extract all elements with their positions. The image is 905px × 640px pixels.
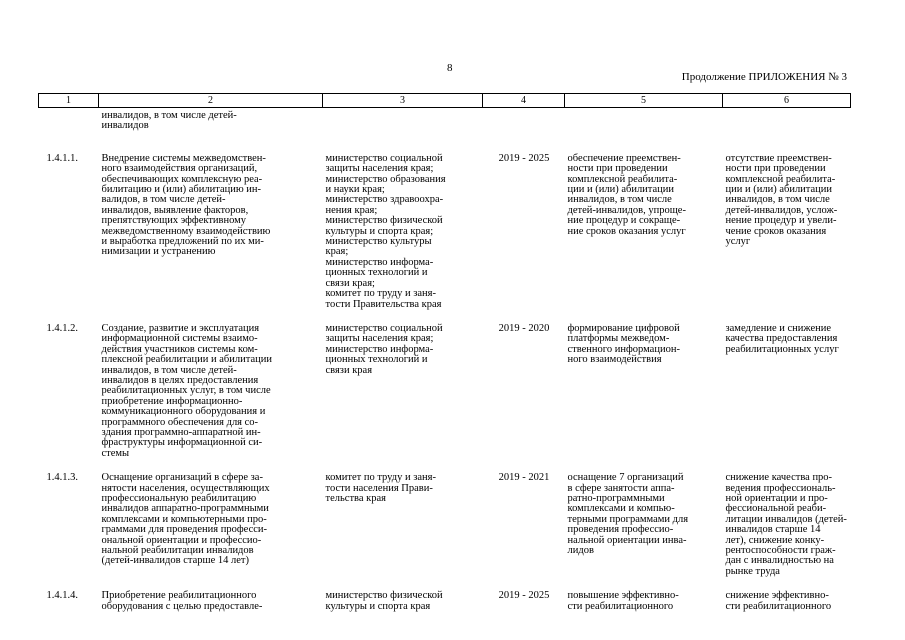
measure-name: Приобретение реабилитационного оборудования с целью предоставле-	[101, 590, 263, 612]
column-number: 1	[39, 94, 99, 108]
expected-result: обеспечение преемствен- ности при проведении комплексной реабилита- ции и (или) абилитации инвалидов, в том числе детей-инвалидов, упроще- ние процедур и сокраще- ние сроков оказания услуг	[567, 152, 686, 237]
expected-result: оснащение 7 организаций в сфере занятости аппа- ратно-программными комплексами и компью- терными программами для проведения профессио- нальной ориентации инва- лидов	[567, 472, 689, 557]
consequence: замедление и снижение качества предоставления реабилитационных услуг	[725, 322, 839, 355]
program-table	[38, 93, 851, 612]
row-number: 1.4.1.1.	[46, 152, 78, 164]
period: 2019 - 2021	[498, 472, 550, 484]
column-number: 3	[323, 94, 483, 108]
measure-name: Оснащение организаций в сфере за- нятости населения, осуществляющих профессиональную реабилитацию инвалидов аппаратно-программными комплексами и компьютерными про- граммами для проведения професси- ональной ориентации и профессио- нальной реабилитации инвалидов (детей-инвалидов старше 14 лет)	[101, 472, 270, 567]
period: 2019 - 2025	[498, 590, 550, 602]
row-number: 1.4.1.2.	[46, 322, 78, 334]
column-number: 5	[565, 94, 723, 108]
column-number-header	[39, 94, 851, 108]
row-number: 1.4.1.4.	[46, 590, 78, 602]
executor: министерство социальной защиты населения края; министерство образования и науки края; министерство здравоохра- нения края; министерство физической культуры и спорта края; министерство культуры края; министерство информа- ционных технологий и связи края; комитет по труду и заня- тости Правительства края	[325, 152, 446, 310]
column-number: 2	[99, 94, 323, 108]
appendix-continuation-label: Продолжение ПРИЛОЖЕНИЯ № 3	[681, 71, 847, 83]
row-number	[39, 108, 99, 154]
table-row	[39, 591, 851, 612]
measure-name: Создание, развитие и эксплуатация информационной системы взаимо- действия участников системы ком- плексной реабилитации и абилитации инвалидов, в том числе детей- инвалидов в целях предоставления реабилитационных услуг, в том числе приобретение информационно- коммуникационного оборудования и программного обеспечения для со- здания программно-аппаратной ин- фраструктуры информационной си- стемы	[101, 322, 272, 459]
expected-result: формирование цифровой платформы межведом- ственного информацион- ного взаимодействия	[567, 322, 680, 366]
executor: министерство физической культуры и спорта края	[325, 590, 443, 612]
measure-name: Внедрение системы межведомствен- ного взаимодействия организаций, обеспечивающих комплексную реа- билитацию и (или) абилитацию ин- валидов, в том числе детей- инвалидов, выявление факторов, препятствующих эффективному межведомственному взаимодействию и выработка предложений по их ми- нимизации и устранению	[101, 152, 271, 258]
executor: министерство социальной защиты населения края; министерство информа- ционных технологий и связи края	[325, 322, 443, 376]
consequence: снижение эффективно- сти реабилитационного	[725, 590, 832, 612]
executor: комитет по труду и заня- тости населения Прави- тельства края	[325, 472, 436, 504]
column-number: 4	[483, 94, 565, 108]
period: 2019 - 2025	[498, 152, 550, 164]
table-row	[39, 154, 851, 324]
expected-result: повышение эффективно- сти реабилитационного	[567, 590, 679, 612]
page-number: 8	[447, 62, 453, 74]
continued-text: инвалидов, в том числе детей- инвалидов	[101, 110, 237, 132]
table-row	[39, 473, 851, 591]
consequence: снижение качества про- ведения профессиональ- ной ориентации и про- фессиональной реаби- литации инвалидов (детей- инвалидов старше 14 лет), снижение конку- рентоспособности граж- дан с инвалидностью на рынке труда	[725, 472, 847, 577]
period: 2019 - 2020	[498, 322, 550, 334]
row-number: 1.4.1.3.	[46, 472, 78, 484]
table-row-continued	[39, 108, 851, 154]
consequence: отсутствие преемствен- ности при проведении комплексной реабилита- ции и (или) абилитации инвалидов, в том числе детей-инвалидов, услож- нение процедур и увели- чение сроков оказания услуг	[725, 152, 838, 248]
column-number: 6	[723, 94, 851, 108]
table-row	[39, 324, 851, 473]
